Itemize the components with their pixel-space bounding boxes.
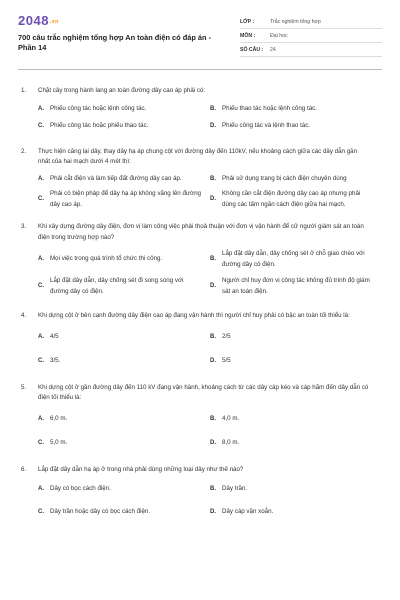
question-text: Lắp đặt dây dẫn hạ áp ở trong nhà phải dùng những loại dây như thế nào?	[38, 465, 244, 473]
option-text: Dây cáp vặn xoắn.	[222, 507, 274, 515]
header-divider	[18, 69, 382, 70]
options	[38, 332, 382, 367]
meta-row-class	[240, 15, 382, 29]
option-letter: D.	[210, 440, 216, 446]
option-text: Phải cắt điện và làm tiếp đất đường dây cao áp.	[50, 174, 182, 182]
option-b[interactable]	[210, 249, 382, 270]
page-title: 700 câu trắc nghiệm tổng hợp An toàn điện có đáp án - Phần 14	[18, 33, 212, 52]
option-text: Phiếu công tác và lệnh thao tác.	[222, 122, 311, 129]
option-letter: A.	[38, 105, 44, 112]
option-text: Dây có bọc cách điện.	[50, 485, 111, 492]
option-text: Phiếu công tác hoặc phiếu thao tác.	[50, 122, 149, 129]
question	[18, 222, 382, 297]
option-text: Dây trần hoặc dây có bọc cách điện.	[50, 507, 151, 515]
option-letter: B.	[210, 256, 216, 263]
option-b[interactable]	[210, 484, 382, 495]
option-b[interactable]	[210, 332, 382, 343]
option-d[interactable]	[210, 121, 382, 132]
option-letter: D.	[210, 196, 216, 203]
option-d[interactable]	[210, 189, 382, 210]
meta-value: Trắc nghiệm tổng hợp	[270, 18, 321, 25]
meta-row-subject	[240, 29, 382, 43]
options	[38, 249, 382, 297]
option-text: 5/5	[222, 357, 231, 364]
meta-key: SỐ CÂU :	[240, 46, 264, 53]
option-a[interactable]	[38, 104, 210, 115]
option-letter: B.	[210, 175, 216, 182]
question-text: Khi xây dựng đường dây điện, đơn vị làm công việc phải thoả thuận với đơn vị vận hành để cử người giám sát an toàn điện trong trường hợp nào?	[38, 223, 364, 241]
page-header	[18, 0, 382, 62]
question-number: 3.	[21, 223, 27, 230]
option-text: 4/5	[50, 332, 59, 340]
option-text: 3/5.	[50, 357, 61, 364]
option-letter: A.	[38, 175, 44, 182]
option-text: 5,0 m.	[50, 439, 68, 446]
meta-value: 24	[270, 46, 276, 53]
option-c[interactable]	[38, 276, 210, 297]
option-text: 2/5	[222, 332, 231, 340]
options	[38, 104, 382, 132]
option-letter: A.	[38, 486, 44, 492]
option-letter: B.	[210, 333, 216, 340]
option-a[interactable]	[38, 332, 210, 343]
option-letter: A.	[38, 256, 44, 263]
option-letter: A.	[38, 333, 44, 340]
meta-table	[240, 15, 382, 62]
options	[38, 414, 382, 449]
option-d[interactable]	[210, 356, 382, 367]
option-text: 4,0 m.	[222, 414, 240, 422]
meta-value: Đại học	[270, 32, 288, 39]
option-b[interactable]	[210, 414, 382, 425]
option-c[interactable]	[38, 507, 210, 518]
option-letter: C.	[38, 358, 44, 364]
question	[18, 86, 382, 132]
option-d[interactable]	[210, 438, 382, 449]
option-text: Lắp đặt dây dẫn, dây chống sét ở chỗ giao chéo với đường dây có điện.	[222, 250, 365, 268]
option-a[interactable]	[38, 484, 210, 495]
option-a[interactable]	[38, 174, 210, 185]
option-text: Phiếu công tác hoặc lệnh công tác.	[50, 104, 147, 112]
option-letter: D.	[210, 358, 216, 364]
option-letter: B.	[210, 415, 216, 422]
question-number: 1.	[21, 87, 27, 94]
option-c[interactable]	[38, 121, 210, 132]
option-letter: D.	[210, 123, 216, 129]
meta-key: MÔN :	[240, 32, 256, 39]
option-text: Phải có biện pháp để dây hạ áp không văng lên đường dây cao áp.	[50, 190, 201, 208]
option-d[interactable]	[210, 276, 382, 297]
question-number: 6.	[21, 465, 27, 473]
question	[18, 465, 382, 518]
option-text: Lắp đặt dây dẫn, dây chống sét đi song song với đường dây có điện.	[50, 277, 184, 295]
question	[18, 147, 382, 211]
option-letter: A.	[38, 415, 44, 422]
question	[18, 383, 382, 449]
option-text: Mọi việc trong quá trình tổ chức thi công.	[50, 255, 163, 263]
option-c[interactable]	[38, 438, 210, 449]
site-logo[interactable]	[18, 13, 223, 28]
option-b[interactable]	[210, 174, 382, 185]
header-left	[18, 13, 223, 62]
option-text: 8,0 m.	[222, 439, 240, 446]
option-text: Không cần cắt điện đường dây cao áp nhưng phải dùng các tấm ngăn cách điện giữa hai mạch.	[222, 190, 361, 208]
question-text: Khi dựng cột ở gần đường dây đến 110 kV đang vận hành, khoảng cách từ các dây cáp kéo và cáp hãm đến dây dẫn có điện tối thiểu là:	[38, 383, 369, 401]
question-text: Thực hiện căng lại dây, thay dây hạ áp chung cột với đường dây đến 110kV, nếu khoảng cách giữa các dây dẫn gần nhất của hai mạch dưới 4 mét thì:	[38, 147, 358, 165]
logo-tld: .vn	[49, 18, 59, 25]
option-letter: B.	[210, 486, 216, 492]
meta-row-count	[240, 43, 382, 57]
option-text: Phiếu thao tác hoặc lệnh công tác.	[222, 104, 317, 112]
option-letter: C.	[38, 283, 44, 290]
option-text: Người chỉ huy đơn vị công tác không đủ trình độ giám sát an toàn điện.	[222, 277, 370, 295]
question-number: 2.	[21, 147, 27, 155]
option-letter: D.	[210, 508, 216, 515]
options	[38, 174, 382, 211]
option-a[interactable]	[38, 414, 210, 425]
option-c[interactable]	[38, 189, 210, 210]
option-letter: B.	[210, 105, 216, 112]
option-a[interactable]	[38, 249, 210, 270]
question-number: 4.	[21, 312, 27, 319]
option-d[interactable]	[210, 507, 382, 518]
option-letter: C.	[38, 440, 44, 446]
option-c[interactable]	[38, 356, 210, 367]
options	[38, 484, 382, 517]
question	[18, 311, 382, 367]
option-text: 6,0 m.	[50, 414, 68, 422]
question-text: Khi dựng cột ở bên cạnh đường dây điện cao áp đang vận hành thì người chỉ huy phải có bậc an toàn tối thiểu là:	[38, 312, 350, 319]
question-number: 5.	[21, 383, 27, 391]
option-letter: C.	[38, 123, 44, 129]
option-text: Dây trần.	[222, 485, 248, 492]
option-b[interactable]	[210, 104, 382, 115]
logo-text: 2048	[18, 13, 49, 28]
option-letter: C.	[38, 508, 44, 515]
question-text: Chặt cây trong hành lang an toàn đường dây cao áp phải có:	[38, 87, 206, 94]
option-letter: C.	[38, 196, 44, 203]
option-letter: D.	[210, 283, 216, 290]
meta-key: LỚP :	[240, 18, 255, 25]
option-text: Phải sử dụng trang bị cách điện chuyên dùng	[222, 174, 347, 182]
